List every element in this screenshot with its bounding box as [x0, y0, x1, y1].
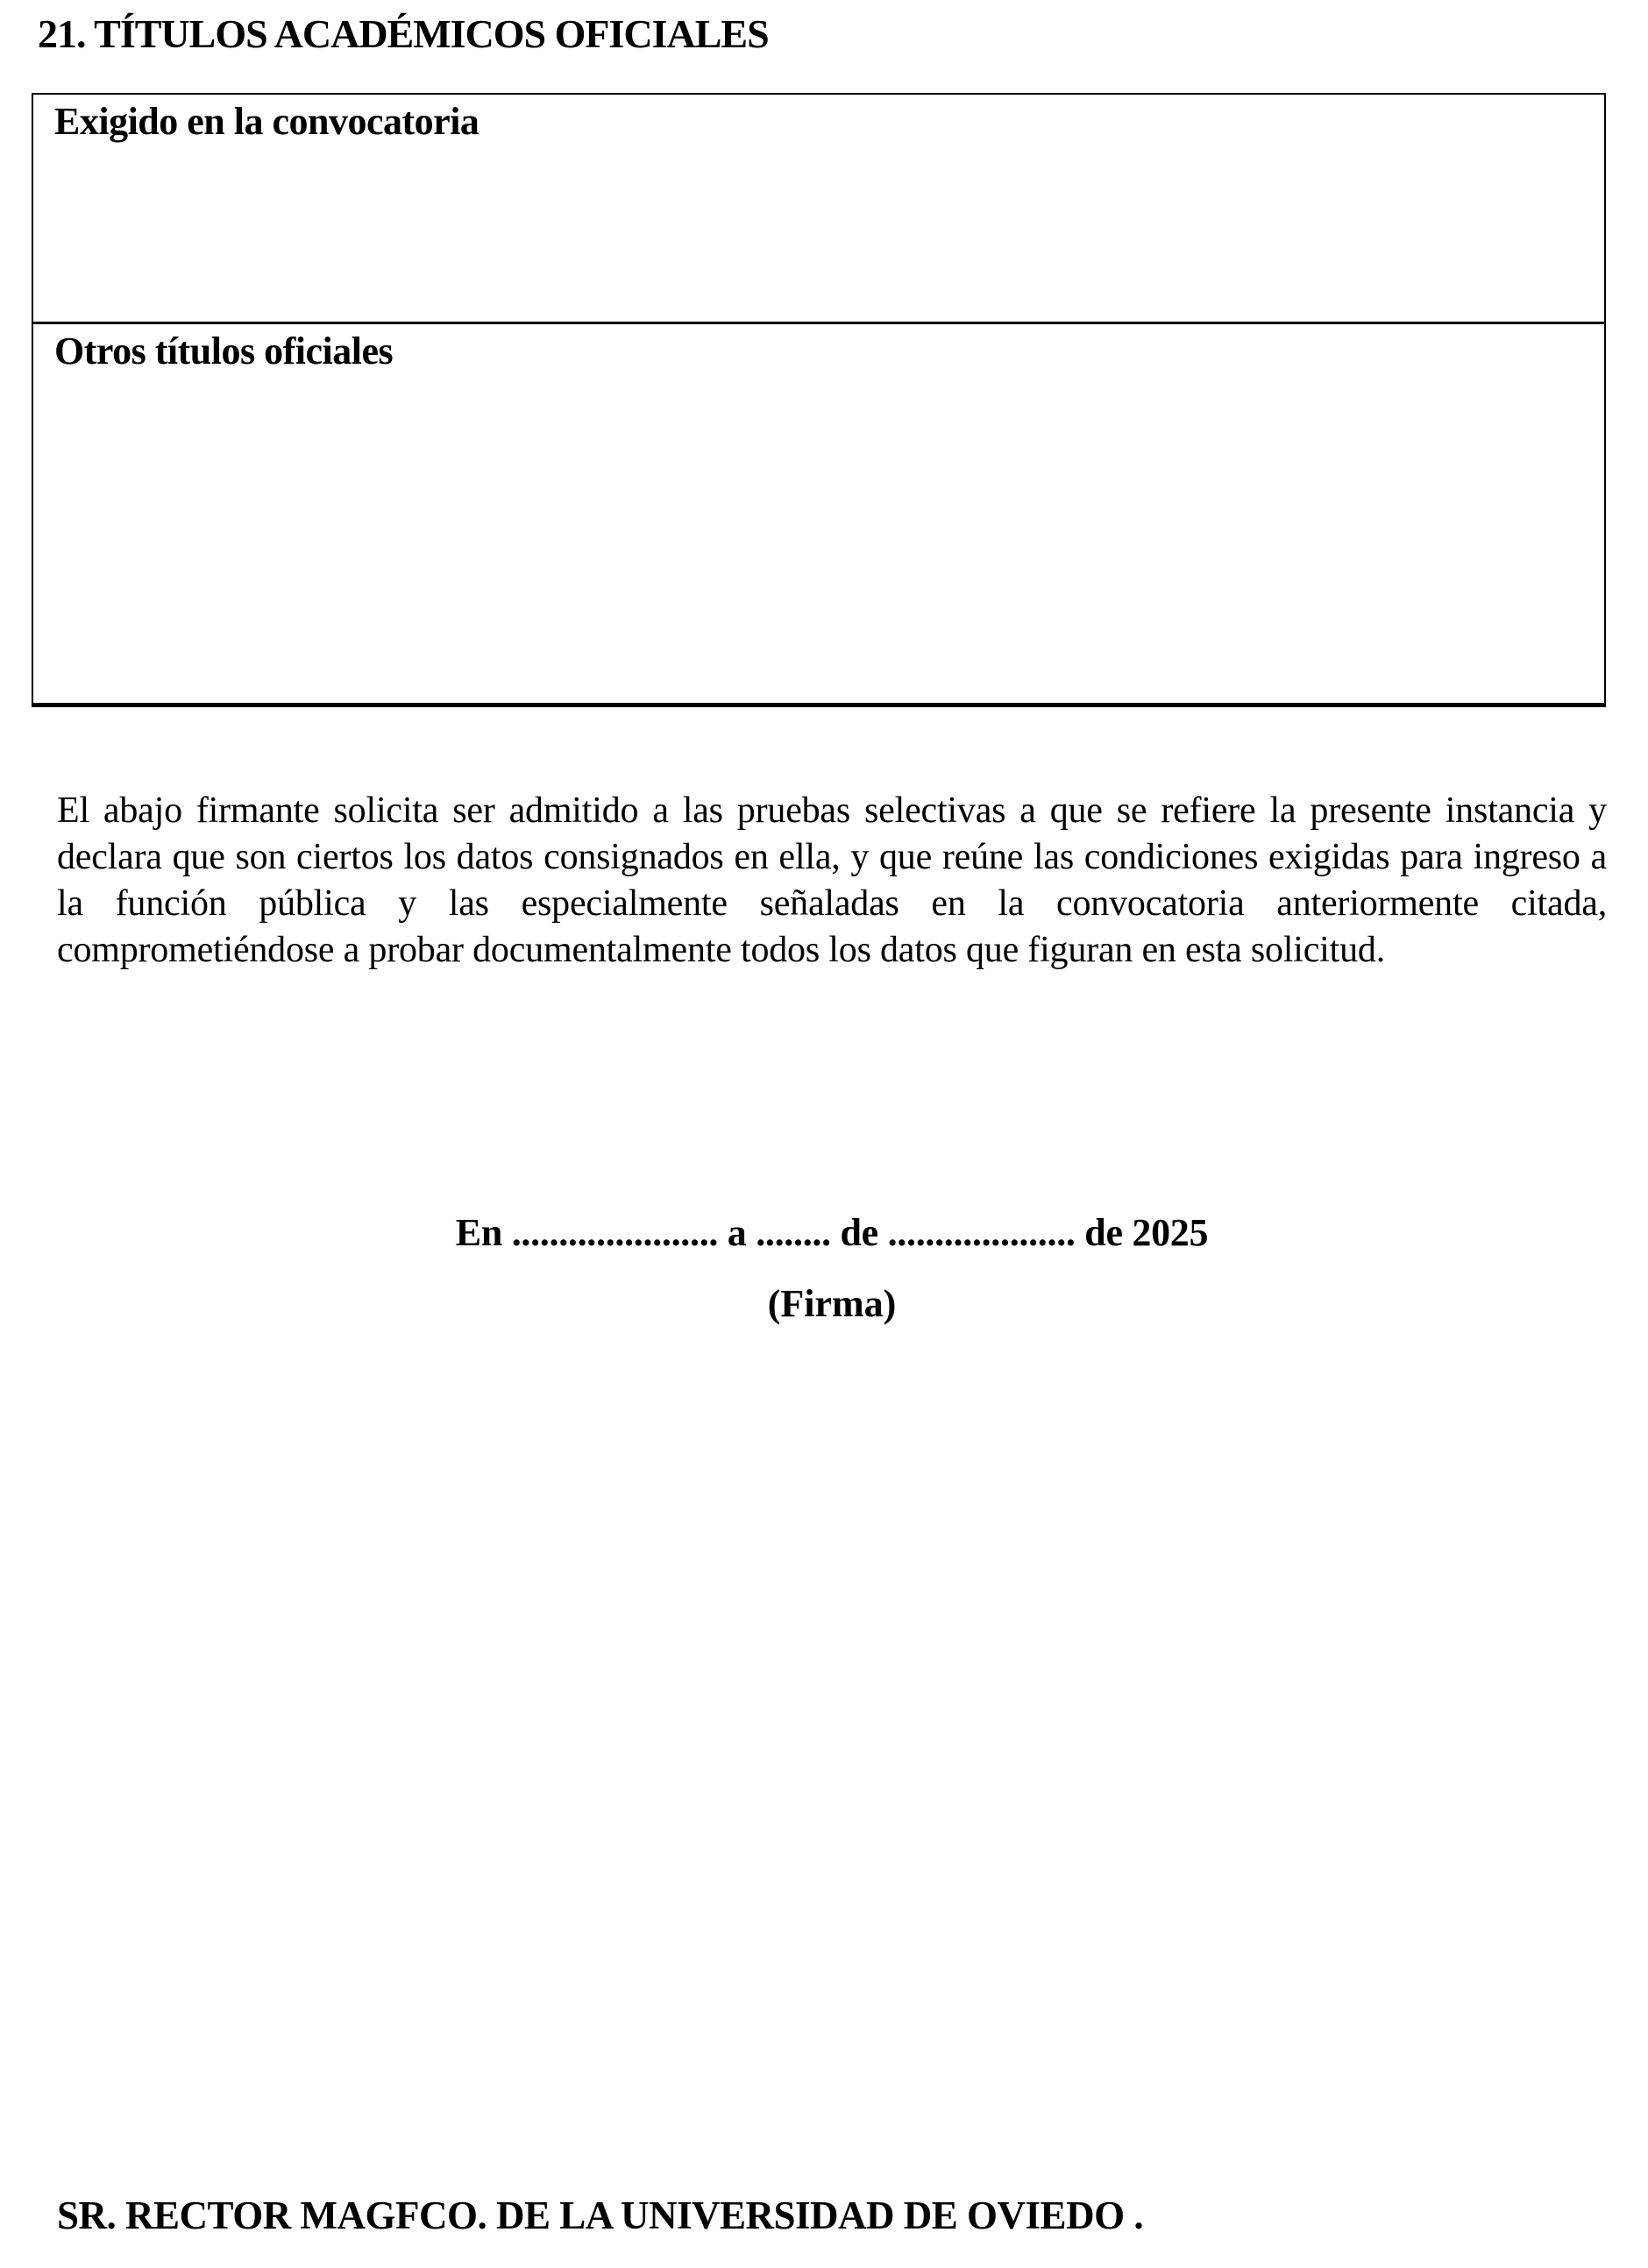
row-label-otros-titulos: Otros títulos oficiales [54, 330, 394, 372]
addressee-line: SR. RECTOR MAGFCO. DE LA UNIVERSIDAD DE OVIEDO . [57, 2194, 1144, 2237]
exigido-value-field[interactable] [33, 146, 1604, 252]
table-row [33, 95, 1604, 324]
declaration-paragraph: El abajo firmante solicita ser admitido a las pruebas selectivas a que se refiere la presente instancia y declara que son ciertos los datos consignados en ella, y que reúne las condiciones exigidas para ingreso a la función pública y las especialmente señaladas en la convocatoria anteriormente citada, comprometiéndose a probar documentalmente todos los datos que figuran en esta solicitud. [57, 790, 1607, 970]
row-label-exigido: Exigido en la convocatoria [54, 100, 479, 143]
academic-titles-table [32, 93, 1606, 707]
date-fill-in-line: En ...................... a ........ de .................... de 2025 [455, 1211, 1209, 1254]
otros-titulos-value-field[interactable] [33, 376, 1604, 481]
table-row [33, 324, 1604, 703]
section-title: 21. TÍTULOS ACADÉMICOS OFICIALES [38, 11, 769, 56]
signature-label: (Firma) [767, 1282, 897, 1325]
